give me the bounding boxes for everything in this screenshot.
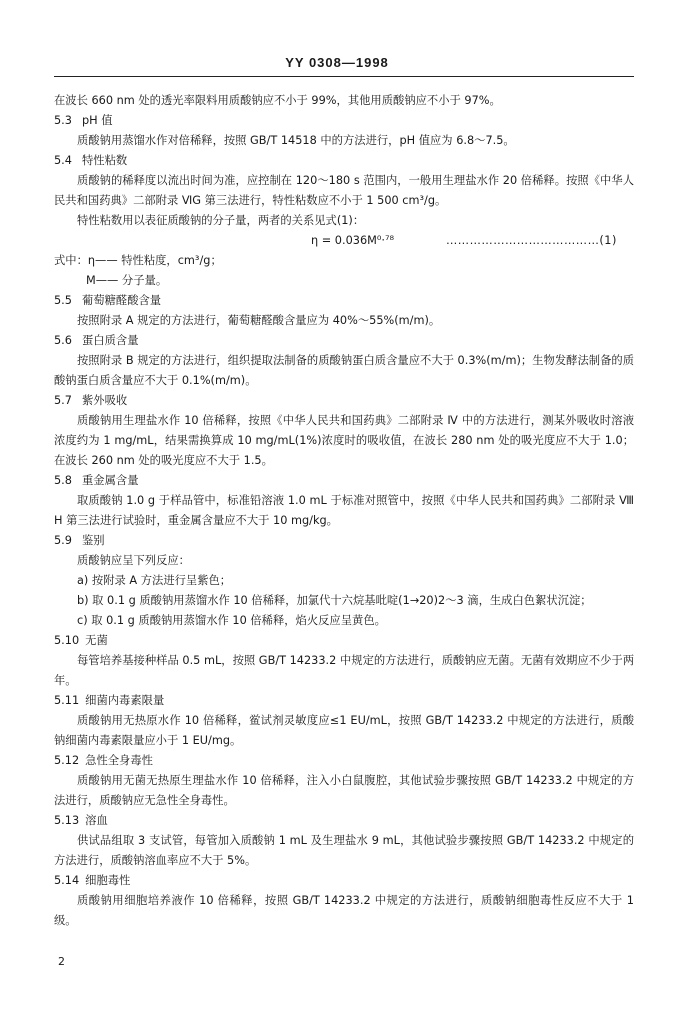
header-rule: [54, 76, 634, 77]
section-heading-5-8: 5.8 重金属含量: [54, 474, 139, 487]
paragraph: 质酸钠用无菌无热原生理盐水作 10 倍稀释，注入小白鼠腹腔，其他试验步骤按照 GB/T 14233.2 中规定的方法进行，质酸钠应无急性全身毒性。: [54, 774, 634, 807]
paragraph: 在波长 660 nm 处的透光率限料用质酸钠应不小于 99%，其他用质酸钠应不小于 97%。: [54, 94, 501, 107]
paragraph: 质酸钠用蒸馏水作对倍稀释，按照 GB/T 14518 中的方法进行，pH 值应为 6.8～7.5。: [77, 134, 515, 147]
paragraph: 供试品组取 3 支试管，每管加入质酸钠 1 mL 及生理盐水 9 mL，其他试验步骤按照 GB/T 14233.2 中规定的方法进行，质酸钠溶血率应不大于 5%。: [54, 834, 634, 867]
variable-definition: M—— 分子量。: [86, 274, 168, 287]
section-heading-5-4: 5.4 特性粘数: [54, 154, 128, 167]
section-heading-5-3: 5.3 pH 值: [54, 114, 113, 127]
list-item: b) 取 0.1 g 质酸钠用蒸馏水作 10 倍稀释，加氯代十六烷基吡啶(1→20)2～3 滴，生成白色絮状沉淀；: [77, 594, 592, 607]
paragraph: 每管培养基接种样品 0.5 mL，按照 GB/T 14233.2 中规定的方法进行，质酸钠应无菌。无菌有效期应不少于两年。: [54, 654, 634, 687]
section-heading-5-13: 5.13 溶血: [54, 814, 108, 827]
paragraph: 质酸钠用无热原水作 10 倍稀释，鲎试剂灵敏度应≤1 EU/mL，按照 GB/T 14233.2 中规定的方法进行，质酸钠细菌内毒素限量应小于 1 EU/mg。: [54, 714, 634, 747]
variable-definition: 式中：η—— 特性粘度，cm³/g；: [54, 254, 222, 267]
list-item: c) 取 0.1 g 质酸钠用蒸馏水作 10 倍稀释，焰火反应呈黄色。: [77, 614, 386, 627]
section-heading-5-12: 5.12 急性全身毒性: [54, 754, 153, 767]
paragraph: 特性粘数用以表征质酸钠的分子量，两者的关系见式(1)：: [77, 214, 365, 227]
section-heading-5-9: 5.9 鉴别: [54, 534, 105, 547]
paragraph: 按照附录 A 规定的方法进行，葡萄糖醛酸含量应为 40%～55%(m/m)。: [77, 314, 441, 327]
page-number: 2: [58, 955, 65, 968]
section-heading-5-5: 5.5 葡萄糖醛酸含量: [54, 294, 162, 307]
paragraph: 质酸钠应呈下列反应：: [77, 554, 190, 567]
section-heading-5-11: 5.11 细菌内毒素限量: [54, 694, 165, 707]
paragraph: 质酸钠用细胞培养液作 10 倍稀释，按照 GB/T 14233.2 中规定的方法进行，质酸钠细胞毒性反应不大于 1 级。: [54, 894, 634, 927]
paragraph: 质酸钠用生理盐水作 10 倍稀释，按照《中华人民共和国药典》二部附录 Ⅳ 中的方法进行，测某外吸收时溶液浓度约为 1 mg/mL，结果需换算成 10 mg/mL(1%)浓度时的吸收值，在波长 280 nm 处的吸光度应不大于 1.0；在波长 260 nm 处的吸光度应不大于 1.5。: [54, 414, 634, 467]
section-heading-5-6: 5.6 蛋白质含量: [54, 334, 139, 347]
standard-code-header: YY 0308—1998: [285, 55, 389, 70]
section-heading-5-14: 5.14 细胞毒性: [54, 874, 131, 887]
paragraph: 取质酸钠 1.0 g 于样品管中，标准铅溶液 1.0 mL 于标准对照管中，按照《中华人民共和国药典》二部附录 Ⅷ H 第三法进行试验时，重金属含量应不大于 10 mg/kg。: [54, 494, 634, 527]
equation-line: [54, 231, 634, 251]
section-heading-5-10: 5.10 无菌: [54, 634, 108, 647]
document-body: [54, 91, 634, 931]
paragraph: 按照附录 B 规定的方法进行，组织提取法制备的质酸钠蛋白质含量应不大于 0.3%(m/m)；生物发酵法制备的质酸钠蛋白质含量应不大于 0.1%(m/m)。: [54, 354, 634, 387]
section-heading-5-7: 5.7 紫外吸收: [54, 394, 128, 407]
equation: η = 0.036M⁰·⁷⁸: [311, 234, 395, 247]
list-item: a) 按附录 A 方法进行呈紫色；: [77, 574, 232, 587]
equation-number: …………………………………(1): [446, 234, 617, 247]
paragraph: 质酸钠的稀释度以流出时间为准，应控制在 120～180 s 范围内，一般用生理盐水作 20 倍稀释。按照《中华人民共和国药典》二部附录 ⅥG 第三法进行，特性粘数应不小于 1 500 cm³/g。: [54, 174, 634, 207]
